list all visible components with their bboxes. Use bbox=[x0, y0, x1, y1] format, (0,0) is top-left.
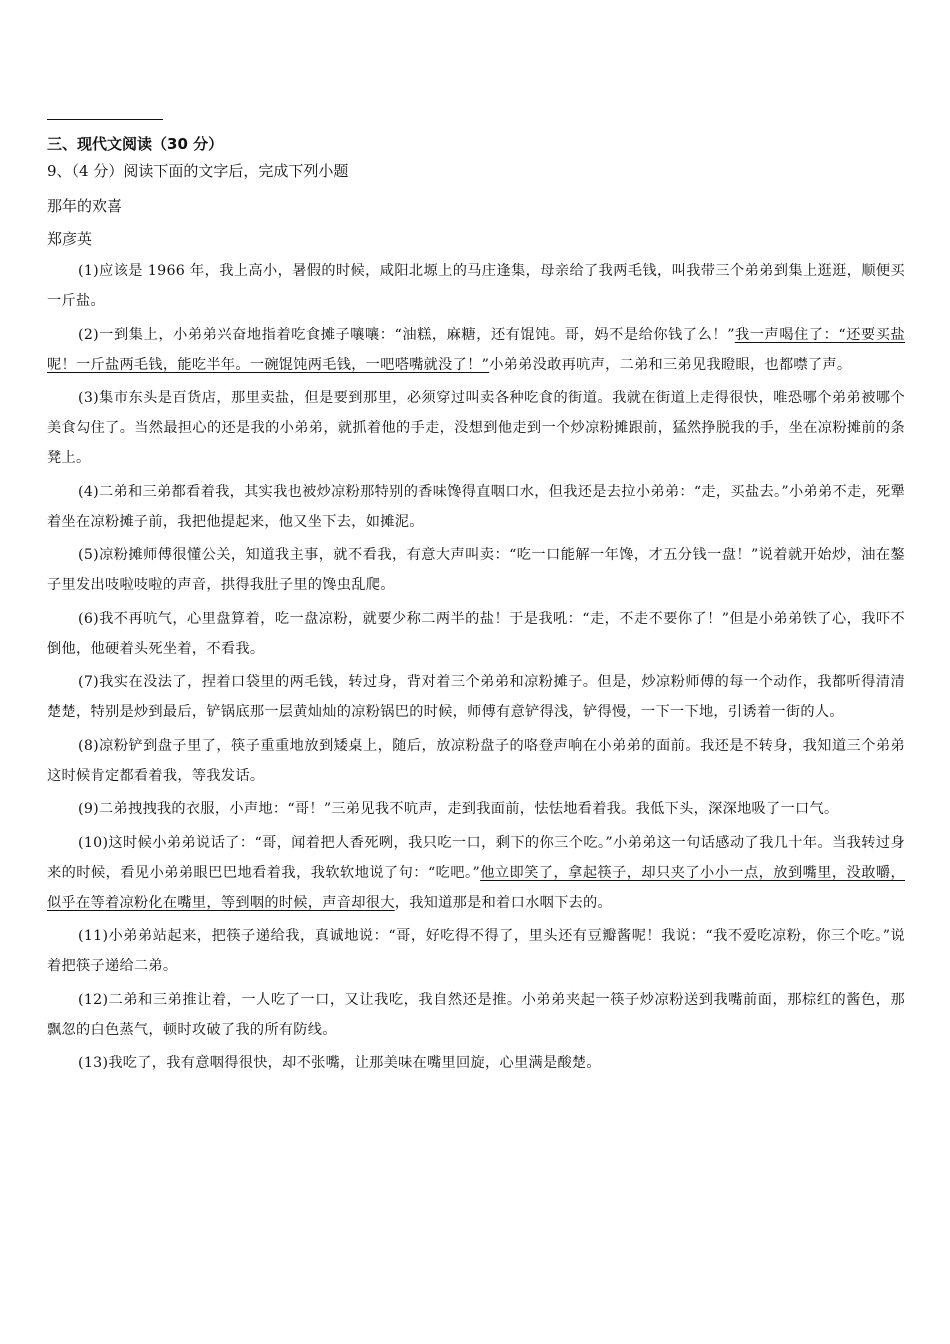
paragraph-text: (3)集市东头是百货店，那里卖盐，但是要到那里，必须穿过叫卖各种吃食的街道。我就在街道上走得很快，唯恐哪个弟弟被哪个美食勾住了。当然最担心的还是我的小弟弟，就抓着他的手走，没想到他走到一个炒凉粉摊跟前，猛然挣脱我的手，坐在凉粉摊前的条凳上。 bbox=[47, 390, 905, 466]
paragraph-text: (8)凉粉铲到盘子里了，筷子重重地放到矮桌上，随后，放凉粉盘子的咯登声响在小弟弟的面前。我还是不转身，我知道三个弟弟这时候肯定都看着我，等我发话。 bbox=[47, 737, 905, 784]
paragraph-text: (1)应该是 1966 年，我上高小，暑假的时候，咸阳北塬上的马庄逢集，母亲给了我两毛钱，叫我带三个弟弟到集上逛逛，顺便买一斤盐。 bbox=[47, 263, 905, 309]
paragraph-13 bbox=[47, 1048, 905, 1078]
paragraph-text: (12)二弟和三弟推让着，一人吃了一口，又让我吃，我自然还是推。小弟弟夹起一筷子炒凉粉送到我嘴前面，那棕红的酱色，那飘忽的白色蒸气，顿时攻破了我的所有防线。 bbox=[47, 991, 905, 1038]
paragraph-text: ，我知道那是和着口水咽下去的。 bbox=[394, 894, 613, 911]
underlined-sentence: 我一声喝住了：“还要买盐呢！一斤盐两毛钱，能吃半年。一碗馄饨两毛钱，一吧嗒嘴就没了！” bbox=[47, 326, 905, 373]
paragraph-8 bbox=[47, 731, 905, 791]
top-rule-line bbox=[47, 119, 163, 120]
paragraph-6 bbox=[47, 604, 905, 664]
article-title: 那年的欢喜 bbox=[47, 197, 123, 215]
paragraph-7 bbox=[47, 667, 905, 727]
paragraph-text: (2)一到集上，小弟弟兴奋地指着吃食摊子嚷嚷：“油糕，麻糖，还有馄饨。哥，妈不是给你钱了么！” bbox=[78, 326, 735, 343]
paragraph-text: (9)二弟拽拽我的衣服，小声地：“哥！”三弟见我不吭声，走到我面前，怯怯地看着我。我低下头，深深地吸了一口气。 bbox=[78, 801, 839, 817]
paragraph-2 bbox=[47, 320, 905, 380]
paragraph-text: (4)二弟和三弟都看着我，其实我也被炒凉粉那特别的香味馋得直咽口水，但我还是去拉小弟弟：“走，买盐去。”小弟弟不走，死犟着坐在凉粉摊子前，我把他提起来，他又坐下去，如摊泥。 bbox=[47, 483, 905, 530]
paragraph-text: (7)我实在没法了，捏着口袋里的两毛钱，转过身，背对着三个弟弟和凉粉摊子。但是，炒凉粉师傅的每一个动作，我都听得清清楚楚，特别是炒到最后，铲锅底那一层黄灿灿的凉粉锅巴的时候，师傅有意铲得浅，铲得慢，一下一下地，引诱着一街的人。 bbox=[47, 674, 905, 720]
paragraph-9 bbox=[47, 794, 905, 824]
paragraph-text: (13)我吃了，我有意咽得很快，却不张嘴，让那美味在嘴里回旋，心里满是酸楚。 bbox=[78, 1055, 601, 1071]
paragraph-text: (5)凉粉摊师傅很懂公关，知道我主事，就不看我，有意大声叫卖：“吃一口能解一年馋，才五分钱一盘！”说着就开始炒，油在鏊子里发出吱啦吱啦的声音，拱得我肚子里的馋虫乱爬。 bbox=[47, 547, 905, 593]
underlined-sentence: 他立即笑了，拿起筷子，却只夹了小小一点，放到嘴里，没敢嚼，似乎在等着凉粉化在嘴里，等到咽的时候，声音却很大 bbox=[47, 864, 906, 911]
paragraph-3 bbox=[47, 383, 905, 473]
section-heading: 三、现代文阅读（30 分） bbox=[47, 135, 224, 153]
article-author: 郑彦英 bbox=[47, 230, 93, 248]
paragraph-12 bbox=[47, 985, 905, 1045]
paragraph-text: (6)我不再吭气，心里盘算着，吃一盘凉粉，就要少称二两半的盐！于是我吼：“走，不走不要你了！”但是小弟弟铁了心，我吓不倒他，他硬着头死坐着，不看我。 bbox=[47, 610, 905, 657]
paragraph-5 bbox=[47, 540, 905, 600]
paragraph-text: 小弟弟没敢再吭声，二弟和三弟见我瞪眼，也都噤了声。 bbox=[489, 356, 852, 373]
question-prompt: 9、（4 分）阅读下面的文字后，完成下列小题 bbox=[47, 162, 349, 180]
article-body bbox=[47, 256, 905, 1082]
paragraph-10 bbox=[47, 828, 905, 918]
paragraph-1 bbox=[47, 256, 905, 316]
paragraph-4 bbox=[47, 477, 905, 537]
paragraph-text: (10)这时候小弟弟说话了：“哥，闻着把人香死咧，我只吃一口，剩下的你三个吃。”小弟弟这一句话感动了我几十年。当我转过身来的时候，看见小弟弟眼巴巴地看着我，我软软地说了句：“吃吧。” bbox=[47, 834, 905, 881]
paragraph-text: (11)小弟弟站起来，把筷子递给我，真诚地说：“哥，好吃得不得了，里头还有豆瓣酱呢！我说：“我不爱吃凉粉，你三个吃。”说着把筷子递给二弟。 bbox=[47, 928, 905, 974]
paragraph-11 bbox=[47, 921, 905, 981]
